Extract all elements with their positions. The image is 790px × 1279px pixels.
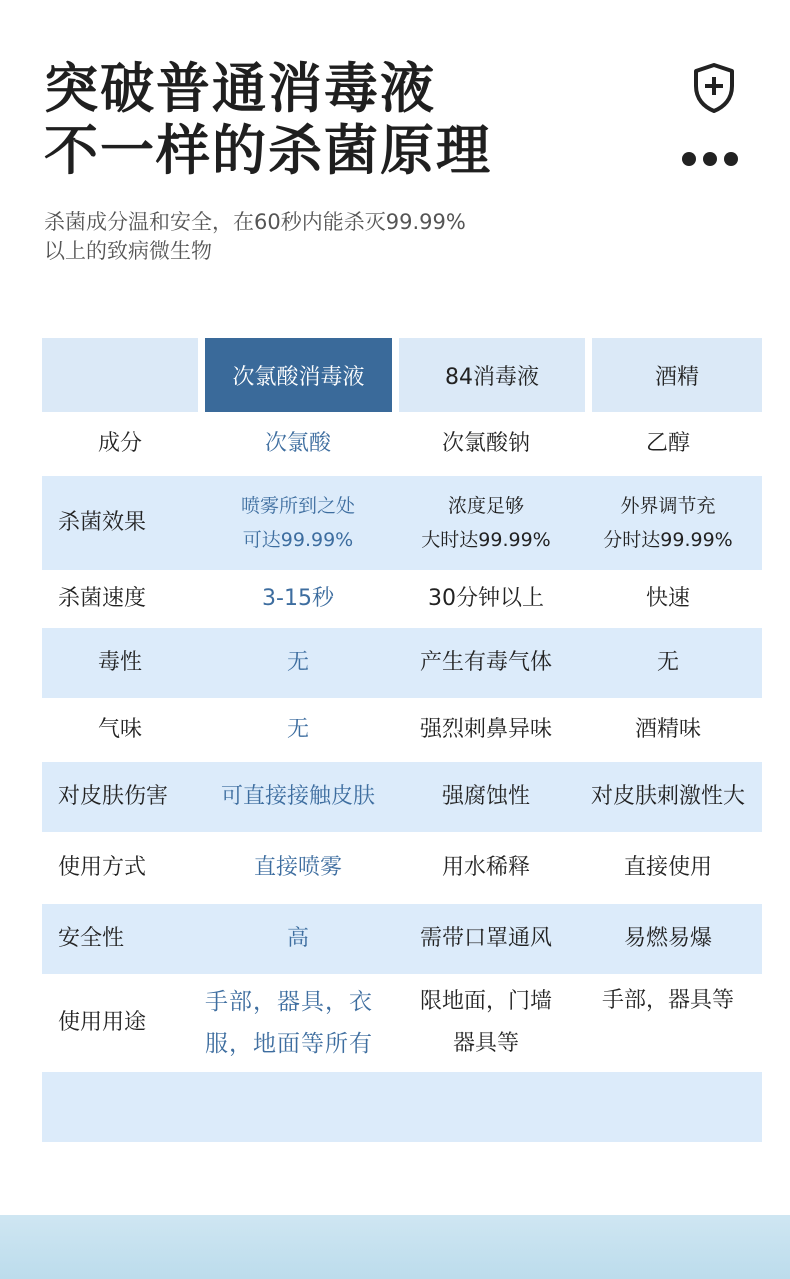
- table-row: [42, 476, 762, 570]
- cell-line: 分时达99.99%: [603, 529, 733, 551]
- cell-alcohol: 手部，器具等: [601, 988, 734, 1013]
- cell-alcohol: 对皮肤刺激性大: [590, 784, 745, 809]
- table-row: [42, 762, 762, 832]
- table-header-row: [42, 338, 762, 412]
- cell-hypochlorous: 可直接接触皮肤: [220, 784, 375, 809]
- table-row: [42, 904, 762, 974]
- row-label: 毒性: [97, 650, 142, 675]
- comparison-table: [42, 338, 762, 1142]
- header-hypochlorous: 次氯酸消毒液: [205, 338, 392, 412]
- subtitle-line-1: 杀菌成分温和安全，在60秒内能杀灭99.99%: [44, 210, 466, 234]
- row-label: 安全性: [58, 926, 125, 951]
- table-row: [42, 832, 762, 904]
- cell-line: 可达99.99%: [242, 529, 354, 551]
- subtitle-line-2: 以上的致病微生物: [44, 239, 212, 263]
- cell-line: 手部，器具，衣: [205, 989, 373, 1015]
- cell-84: [398, 476, 574, 570]
- cell-alcohol: 直接使用: [623, 855, 712, 880]
- shield-plus-icon[interactable]: [692, 62, 736, 114]
- cell-alcohol: 易燃易爆: [623, 926, 712, 951]
- cell-line: 浓度足够: [447, 495, 524, 517]
- table-row: [42, 412, 762, 476]
- cell-84: 次氯酸钠: [441, 431, 530, 456]
- table-row: [42, 698, 762, 762]
- cell-hypochlorous: [205, 974, 400, 1072]
- table-row: [42, 628, 762, 698]
- row-label: 杀菌效果: [58, 510, 147, 535]
- table-row: [42, 570, 762, 628]
- cell-hypochlorous: 无: [286, 650, 309, 675]
- header-alcohol: 酒精: [592, 338, 762, 412]
- cell-line: 外界调节充: [620, 495, 716, 517]
- subtitle: [44, 208, 604, 266]
- cell-alcohol: 快速: [645, 586, 690, 611]
- cell-alcohol: 无: [656, 650, 679, 675]
- row-label: 成分: [97, 431, 142, 456]
- cell-84: 强烈刺鼻异味: [419, 717, 552, 742]
- row-label: 气味: [97, 717, 142, 742]
- cell-alcohol: 乙醇: [645, 431, 690, 456]
- row-label: 对皮肤伤害: [58, 784, 169, 809]
- cell-84: 强腐蚀性: [441, 784, 530, 809]
- header-84-disinfectant: 84消毒液: [399, 338, 585, 412]
- table-footer-blank: [42, 1072, 762, 1142]
- headline: [44, 58, 492, 182]
- cell-hypochlorous: 无: [286, 717, 309, 742]
- cell-84: 用水稀释: [441, 855, 530, 880]
- cell-84: [398, 974, 574, 1072]
- cell-alcohol: 酒精味: [634, 717, 701, 742]
- cell-84: 产生有毒气体: [419, 650, 552, 675]
- more-dots-icon[interactable]: [681, 151, 739, 167]
- cell-line: 大时达99.99%: [421, 529, 551, 551]
- cell-84: 需带口罩通风: [419, 926, 552, 951]
- cell-hypochlorous: 高: [286, 926, 309, 951]
- cell-line: 服，地面等所有: [205, 1031, 373, 1057]
- cell-line: 器具等: [452, 1031, 519, 1056]
- row-label: 使用用途: [58, 1010, 147, 1035]
- headline-line-1: 突破普通消毒液: [44, 57, 436, 120]
- cell-84: 30分钟以上: [428, 586, 544, 611]
- row-label: 杀菌速度: [58, 586, 147, 611]
- cell-hypochlorous: 3-15秒: [262, 586, 334, 611]
- cell-hypochlorous: 次氯酸: [264, 431, 331, 456]
- table-row: [42, 974, 762, 1072]
- header-empty-cell: [42, 338, 198, 412]
- cell-alcohol: [574, 476, 762, 570]
- row-label: 使用方式: [58, 855, 147, 880]
- cell-hypochlorous: 直接喷雾: [253, 855, 342, 880]
- cell-line: 喷雾所到之处: [240, 495, 355, 517]
- bottom-image-band: [0, 1215, 790, 1279]
- cell-hypochlorous: [198, 476, 398, 570]
- cell-line: 限地面，门墙: [419, 989, 552, 1014]
- headline-line-2: 不一样的杀菌原理: [44, 119, 492, 182]
